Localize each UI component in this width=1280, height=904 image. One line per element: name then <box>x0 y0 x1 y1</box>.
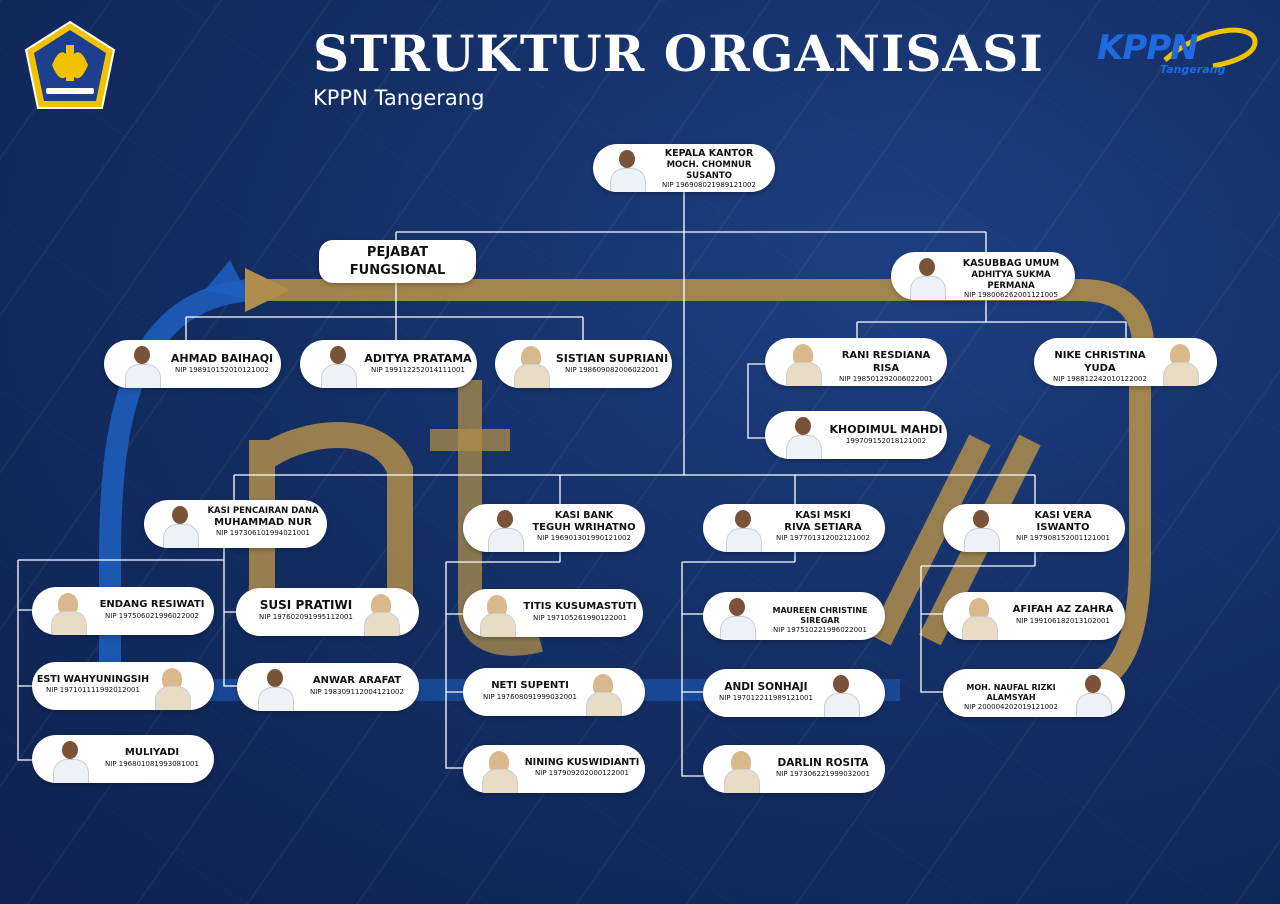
nip-text: NIP 197602091995112001 <box>259 613 353 621</box>
nip-text: NIP 197908152001121001 <box>1016 534 1110 543</box>
staff-card <box>943 669 1125 717</box>
avatar <box>152 666 192 710</box>
avatar <box>721 749 761 793</box>
role-label: KASI PENCAIRAN DANA <box>207 506 319 516</box>
nip-text: NIP 198309112004121002 <box>310 687 404 696</box>
nip-text: NIP 197105261990122001 <box>533 613 627 622</box>
kasi-card <box>144 500 327 548</box>
avatar <box>783 415 823 459</box>
kasi-card <box>463 504 645 552</box>
person-name: TITIS KUSUMASTUTI <box>523 601 637 612</box>
kepala-kantor-card <box>593 144 775 192</box>
avatar <box>723 508 763 552</box>
nip-text: NIP 196901301990121002 <box>537 534 631 543</box>
avatar <box>477 593 517 637</box>
person-name: ESTI WAHYUNINGSIH <box>36 674 150 685</box>
role-label: KASUBBAG UMUM <box>962 258 1060 269</box>
avatar <box>783 342 823 386</box>
staff-card <box>104 340 281 388</box>
staff-card <box>703 669 885 717</box>
nip-text: NIP 198006262001121005 <box>964 291 1058 300</box>
role-label: KEPALA KANTOR <box>664 148 754 159</box>
nip-text: NIP 197012211989121001 <box>719 694 813 703</box>
person-name: MAUREEN CHRISTINE SIREGAR <box>772 606 868 625</box>
staff-card <box>463 668 645 716</box>
staff-card <box>495 340 672 388</box>
kppn-logo-text: KPPN <box>1097 28 1198 68</box>
nip-text: NIP 197506021996022002 <box>105 611 199 620</box>
avatar <box>821 673 861 717</box>
avatar <box>48 591 88 635</box>
page-title: STRUKTUR ORGANISASI <box>313 24 1044 83</box>
avatar <box>318 344 358 388</box>
person-name: ANDI SONHAJI <box>724 681 808 693</box>
person-name: ISWANTO <box>1036 521 1090 533</box>
nip-text: NIP 200004202019121002 <box>964 703 1058 711</box>
staff-card <box>1034 338 1217 386</box>
kasi-card <box>703 504 885 552</box>
nip-text: NIP 199112252014111001 <box>371 365 465 374</box>
person-name: MULIYADI <box>124 747 180 758</box>
staff-card <box>32 662 214 710</box>
nip-text: NIP 197510221996022001 <box>773 626 867 634</box>
staff-card <box>32 587 214 635</box>
kppn-logo-subtext: Tangerang <box>1160 63 1226 76</box>
person-name: MUHAMMAD NUR <box>214 516 312 528</box>
avatar <box>1160 342 1200 386</box>
person-name: NIKE CHRISTINA YUDA <box>1054 350 1146 374</box>
avatar <box>961 508 1001 552</box>
avatar <box>959 596 999 640</box>
nip-text: NIP 196908021989121002 <box>662 181 756 190</box>
person-name: MOH. NAUFAL RIZKI ALAMSYAH <box>966 683 1056 702</box>
person-name: MOCH. CHOMNUR SUSANTO <box>666 159 752 181</box>
person-name: NINING KUSWIDIANTI <box>524 757 640 768</box>
staff-card <box>300 340 477 388</box>
staff-card <box>237 663 419 711</box>
person-name: KHODIMUL MAHDI <box>829 423 943 436</box>
person-name: RIVA SETIARA <box>784 521 862 533</box>
nip-text: NIP 197101111992012001 <box>46 685 140 694</box>
staff-card <box>463 745 645 793</box>
avatar <box>122 344 162 388</box>
nip-text: NIP 197306101994021001 <box>216 529 310 538</box>
avatar <box>511 344 551 388</box>
pejabat-fungsional-label: PEJABAT FUNGSIONAL <box>319 240 476 283</box>
kemenkeu-emblem-icon <box>22 20 118 112</box>
person-name: ADHITYA SUKMA PERMANA <box>971 269 1051 291</box>
staff-card <box>765 411 947 459</box>
person-name: DARLIN ROSITA <box>777 757 869 769</box>
nip-text: NIP 197909202000122001 <box>535 768 629 777</box>
staff-card <box>32 735 214 783</box>
staff-card <box>463 589 643 637</box>
nip-text: NIP 196801081993081001 <box>105 759 199 768</box>
person-name: AFIFAH AZ ZAHRA <box>1012 604 1114 615</box>
role-label: KASI VERA <box>1034 510 1092 521</box>
avatar <box>255 667 295 711</box>
nip-text: NIP 198501292006022001 <box>839 375 933 383</box>
nip-text: NIP 198812242010122002 <box>1053 375 1147 383</box>
person-name: ADITYA PRATAMA <box>364 352 472 365</box>
person-name: TEGUH WRIHATNO <box>532 521 636 533</box>
person-name: SISTIAN SUPRIANI <box>555 352 669 365</box>
role-label: KASI MSKI <box>795 510 851 521</box>
kasi-card <box>943 504 1125 552</box>
nip-text: 199709152018121002 <box>845 436 927 445</box>
avatar <box>50 739 90 783</box>
role-label: KASI BANK <box>554 510 614 521</box>
person-name: ANWAR ARAFAT <box>312 675 402 686</box>
staff-card <box>943 592 1125 640</box>
person-name: ENDANG RESIWATI <box>99 599 205 610</box>
nip-text: NIP 197608091999032001 <box>483 692 577 701</box>
avatar <box>907 256 947 300</box>
nip-text: NIP 199106182013102001 <box>1016 616 1110 625</box>
staff-card <box>236 588 419 636</box>
nip-text: NIP 197701312002121002 <box>776 534 870 543</box>
page-subtitle: KPPN Tangerang <box>313 86 485 110</box>
nip-text: NIP 198609082006022001 <box>565 365 659 374</box>
staff-card <box>765 338 947 386</box>
nip-text: NIP 197306221999032001 <box>776 770 870 779</box>
avatar <box>607 148 647 192</box>
person-name: AHMAD BAIHAQI <box>170 352 274 365</box>
person-name: SUSI PRATIWI <box>259 598 353 612</box>
staff-card <box>703 745 885 793</box>
person-name: RANI RESDIANA RISA <box>841 350 931 374</box>
person-name: NETI SUPENTI <box>491 680 569 691</box>
avatar <box>717 596 757 640</box>
avatar <box>160 504 200 548</box>
kasubbag-umum-card <box>891 252 1075 300</box>
nip-text: NIP 198910152010121002 <box>175 365 269 374</box>
avatar <box>1073 673 1113 717</box>
avatar <box>485 508 525 552</box>
avatar <box>479 749 519 793</box>
staff-card <box>703 592 885 640</box>
